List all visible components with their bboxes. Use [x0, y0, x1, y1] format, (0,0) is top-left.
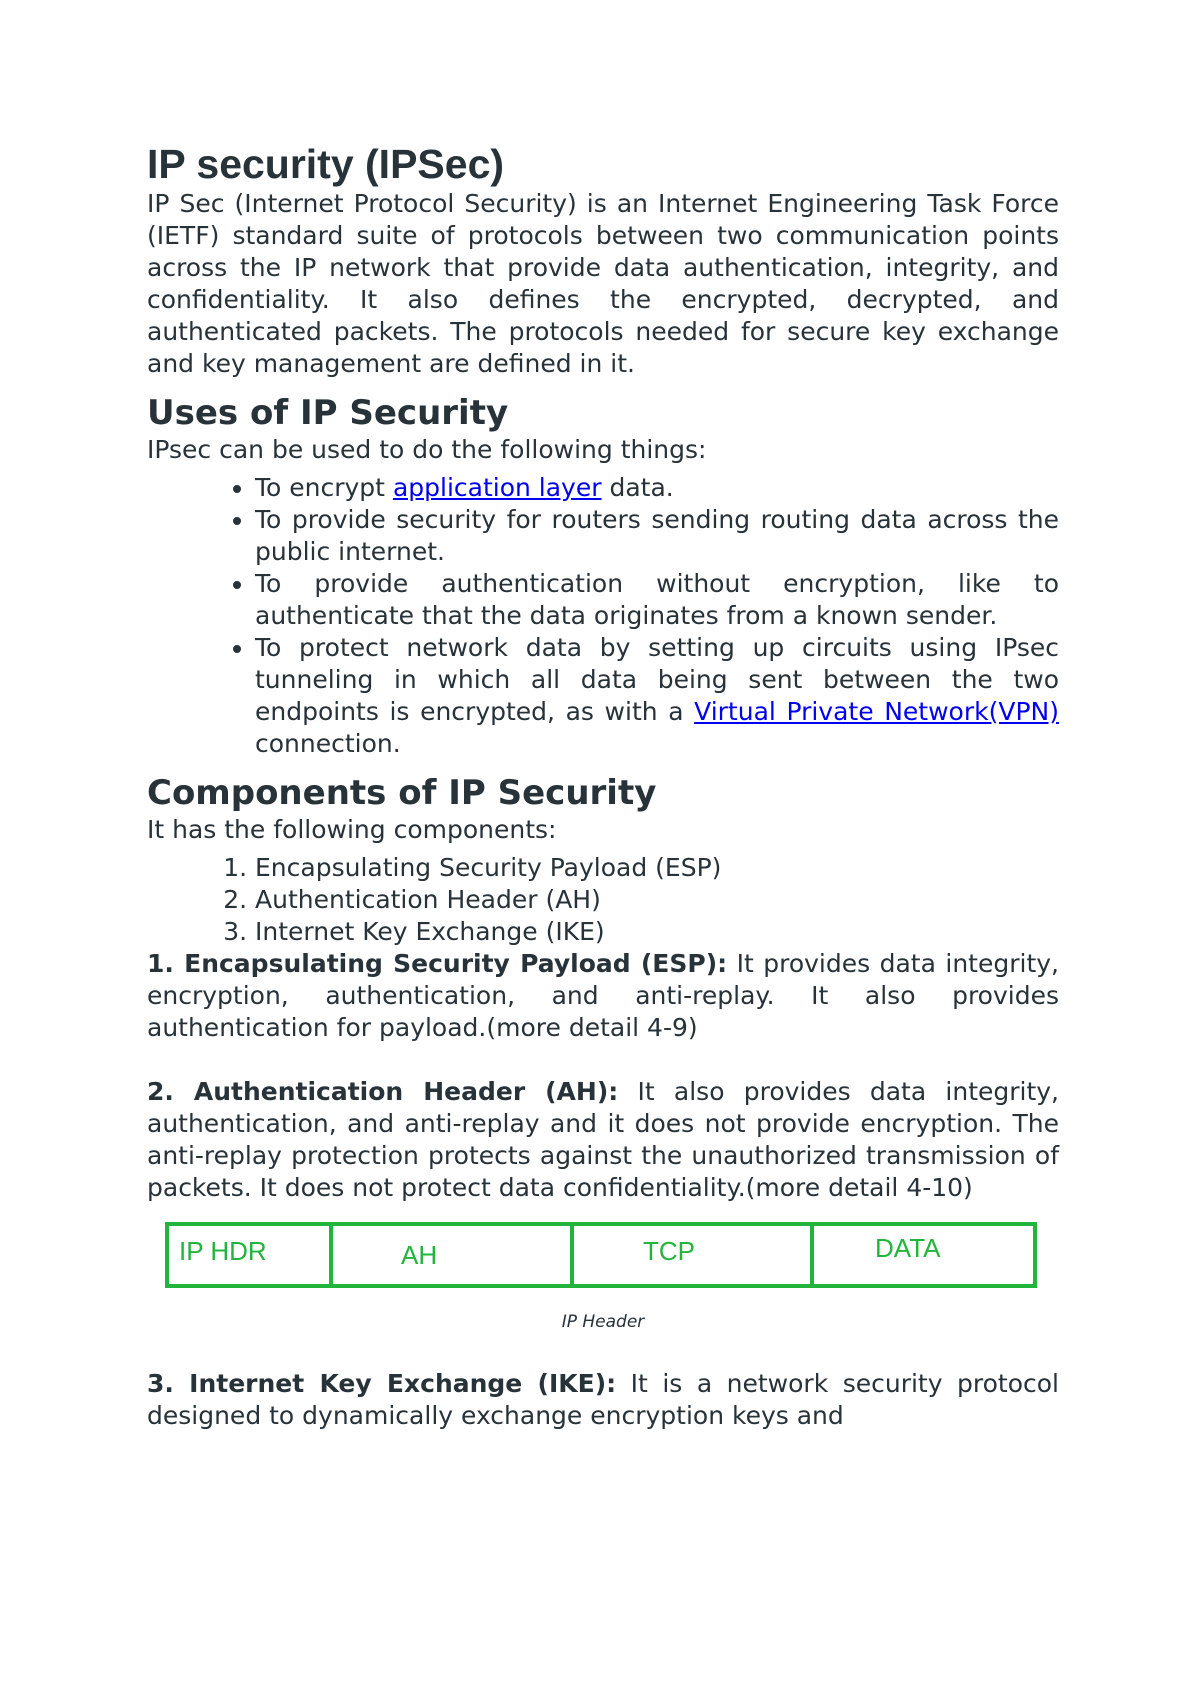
cell-tcp: TCP — [643, 1236, 695, 1266]
packet-svg — [165, 1222, 1037, 1288]
ip-packet-diagram — [165, 1222, 1059, 1296]
uses-lead: IPsec can be used to do the following things: — [147, 435, 707, 464]
ah-paragraph: 2. Authentication Header (AH): It also provides data integrity, authentication, and anti-replay and it does not provide encryption. The anti-replay protection protects against the unauthorized transmission of packets. It does not protect data confidentiality.(more detail 4-10) — [147, 1077, 1060, 1202]
intro-paragraph: IP Sec (Internet Protocol Security) is an Internet Engineering Task Force (IETF) standard suite of protocols between two communication points across the IP network that provide data authentication, integrity, and confidentiality. It also defines the encrypted, decrypted, and authenticated packets. The protocols needed for secure key exchange and key management are defined in it. — [147, 189, 1059, 378]
cell-ah: AH — [401, 1240, 438, 1270]
esp-paragraph: 1. Encapsulating Security Payload (ESP): It provides data integrity, encryption, authentication, and anti-replay. It also provides authentication for payload.(more detail 4-9) — [147, 949, 1059, 1042]
ike-label: 3. Internet Key Exchange (IKE): — [147, 1369, 617, 1398]
components-lead: It has the following components: — [147, 815, 557, 844]
list-item: • To provide security for routers sending routing data across the public internet. — [255, 504, 1059, 568]
ike-paragraph: 3. Internet Key Exchange (IKE): It is a network security protocol designed to dynamically exchange encryption keys and — [147, 1369, 1060, 1430]
list-item: • To provide authentication without encryption, like to authenticate that the data originates from a known sender. — [255, 568, 1059, 632]
list-item: • To encrypt application layer data. — [255, 472, 1059, 504]
uses-list — [147, 472, 1059, 760]
uses-heading: Uses of IP Security — [147, 393, 509, 433]
vpn-link[interactable]: Virtual Private Network(VPN) — [694, 697, 1059, 726]
ah-label: 2. Authentication Header (AH): — [147, 1077, 619, 1106]
page-title: IP security (IPSec) — [147, 141, 505, 187]
cell-ip-hdr: IP HDR — [179, 1236, 267, 1266]
components-heading: Components of IP Security — [147, 773, 657, 813]
esp-label: 1. Encapsulating Security Payload (ESP): — [147, 949, 728, 978]
list-item: 3. Internet Key Exchange (IKE) — [255, 916, 1059, 948]
application-layer-link[interactable]: application layer — [392, 473, 602, 502]
list-item: 2. Authentication Header (AH) — [255, 884, 1059, 916]
document-page — [147, 140, 1059, 1432]
diagram-caption: IP Header — [561, 1312, 645, 1332]
components-list — [147, 852, 1059, 948]
list-item: 1. Encapsulating Security Payload (ESP) — [255, 852, 1059, 884]
list-item: • To protect network data by setting up circuits using IPsec tunneling in which all data being sent between the two endpoints is encrypted, as with a Virtual Private Network(VPN) connection. — [255, 632, 1059, 760]
cell-data: DATA — [875, 1233, 941, 1263]
